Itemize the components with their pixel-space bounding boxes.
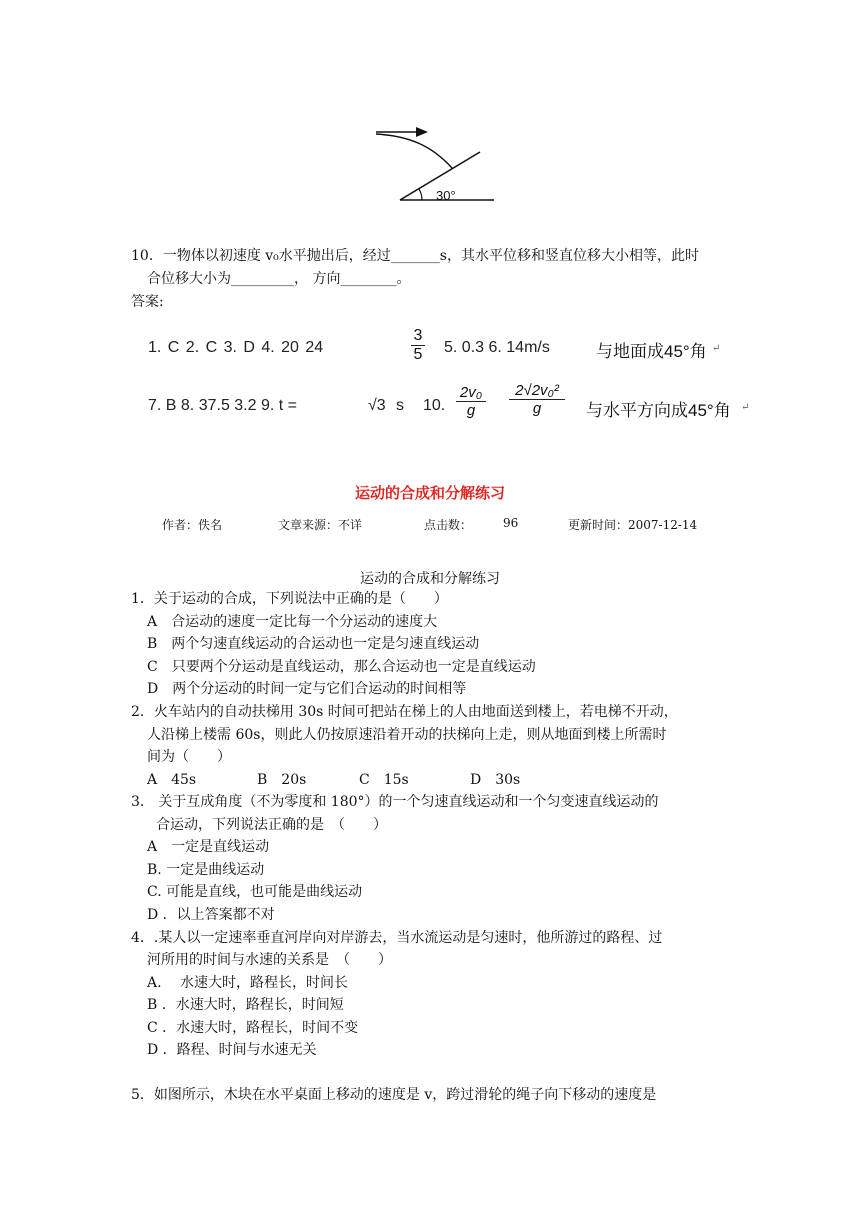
q10-line1: 10．一物体以初速度 v₀水平抛出后，经过_______s，其水平位移和竖直位移大小相等，此时 bbox=[131, 248, 699, 264]
q3-stem-line2: 合运动，下列说法正确的是 （ ） bbox=[156, 817, 387, 833]
angle-label: 30° bbox=[436, 188, 456, 203]
q1-option-d: D 两个分运动的时间一定与它们合运动的时间相等 bbox=[147, 681, 467, 697]
trajectory-curve bbox=[376, 134, 452, 168]
clicks-count: 96 bbox=[503, 516, 519, 530]
source: 文章来源：不详 bbox=[278, 518, 363, 532]
q4-option-b: B ．水速大时，路程长，时间短 bbox=[147, 997, 344, 1013]
q1-option-b: B 两个匀速直线运动的合运动也一定是匀速直线运动 bbox=[147, 636, 480, 652]
answers-heading: 答案: bbox=[131, 294, 164, 310]
q1-option-a: A 合运动的速度一定比每一个分运动的速度大 bbox=[147, 614, 438, 630]
q4-option-c: C ．水速大时，路程长，时间不变 bbox=[147, 1020, 359, 1036]
answer-row1-note: 与地面成45°角 bbox=[596, 342, 707, 361]
q4-stem-line1: 4．.某人以一定速率垂直河岸向对岸游去，当水流运动是匀速时，他所游过的路程、过 bbox=[131, 930, 663, 946]
q5-stem-line1: 5．如图所示，木块在水平桌面上移动的速度是 v，跨过滑轮的绳子向下移动的速度是 bbox=[131, 1087, 657, 1103]
answer-row1-rest: 5. 0.3 6. 14m/s bbox=[444, 339, 550, 356]
q3-option-d: D ．以上答案都不对 bbox=[147, 907, 275, 923]
arrow-head-icon bbox=[416, 127, 428, 137]
q2-option-b: B 20s bbox=[257, 772, 307, 788]
q3-option-b: B. 一定是曲线运动 bbox=[147, 862, 265, 878]
answer-fraction-3-5 bbox=[411, 327, 425, 364]
author: 作者：佚名 bbox=[162, 518, 223, 532]
angle-arc bbox=[419, 189, 422, 200]
fraction-numerator: 2√2v₀² bbox=[515, 382, 559, 399]
fraction-denominator: g bbox=[466, 402, 476, 419]
article-title: 运动的合成和分解练习 bbox=[354, 484, 505, 502]
answer-fraction-2v0-g bbox=[456, 384, 486, 419]
q2-stem-line1: 2．火车站内的自动扶梯用 30s 时间可把站在梯上的人由地面送到楼上，若电梯不开动， bbox=[131, 704, 678, 720]
answer-row1-items: 1. C 2. C 3. D 4. 20 24 bbox=[148, 339, 324, 356]
q2-option-a: A 45s bbox=[147, 772, 197, 788]
q4-option-d: D ．路程、时间与水速无关 bbox=[147, 1042, 317, 1058]
return-mark-icon: ↵ bbox=[712, 343, 721, 354]
answer-sqrt3: √3 bbox=[368, 397, 386, 414]
q1-option-c: C 只要两个分运动是直线运动，那么合运动也一定是直线运动 bbox=[147, 659, 536, 675]
q4-stem-line2: 河所用的时间与水速的关系是 （ ） bbox=[147, 952, 392, 968]
return-mark-icon: ↵ bbox=[741, 402, 750, 413]
q10-line2: 合位移大小为_________， 方向________。 bbox=[147, 271, 411, 287]
q2-stem-line2: 人沿梯上楼需 60s，则此人仍按原速沿着开动的扶梯向上走，则从地面到楼上所需时 bbox=[147, 727, 667, 743]
answer-fraction-2root2v0sq-g bbox=[509, 382, 565, 417]
answer-row2-note: 与水平方向成45°角 bbox=[586, 401, 731, 420]
incline-figure bbox=[370, 124, 500, 208]
answer-row2-items: 7. B 8. 37.5 3.2 9. t = bbox=[148, 397, 297, 414]
q2-option-c: C 15s bbox=[359, 772, 409, 788]
q2-stem-line3: 间为（ ） bbox=[147, 749, 231, 765]
answer-unit-s: s bbox=[396, 397, 404, 414]
q2-option-d: D 30s bbox=[470, 772, 521, 788]
q1-stem: 1．关于运动的合成，下列说法中正确的是（ ） bbox=[131, 591, 448, 607]
fraction-denominator: g bbox=[532, 400, 542, 417]
answer-q10-label: 10. bbox=[423, 397, 446, 414]
fraction-numerator: 3 bbox=[413, 327, 423, 344]
q3-stem-line1: 3． 关于互成角度（不为零度和 180°）的一个匀速直线运动和一个匀变速直线运动的 bbox=[131, 794, 659, 810]
fraction-denominator: 5 bbox=[413, 346, 423, 363]
article-subtitle: 运动的合成和分解练习 bbox=[360, 571, 500, 587]
q3-option-c: C. 可能是直线，也可能是曲线运动 bbox=[147, 884, 363, 900]
update-time: 更新时间：2007-12-14 bbox=[568, 518, 698, 532]
q4-option-a: A. 水速大时，路程长，时间长 bbox=[147, 975, 349, 991]
clicks-label: 点击数： bbox=[424, 518, 473, 532]
q3-option-a: A 一定是直线运动 bbox=[147, 839, 270, 855]
fraction-numerator: 2v₀ bbox=[459, 384, 483, 401]
